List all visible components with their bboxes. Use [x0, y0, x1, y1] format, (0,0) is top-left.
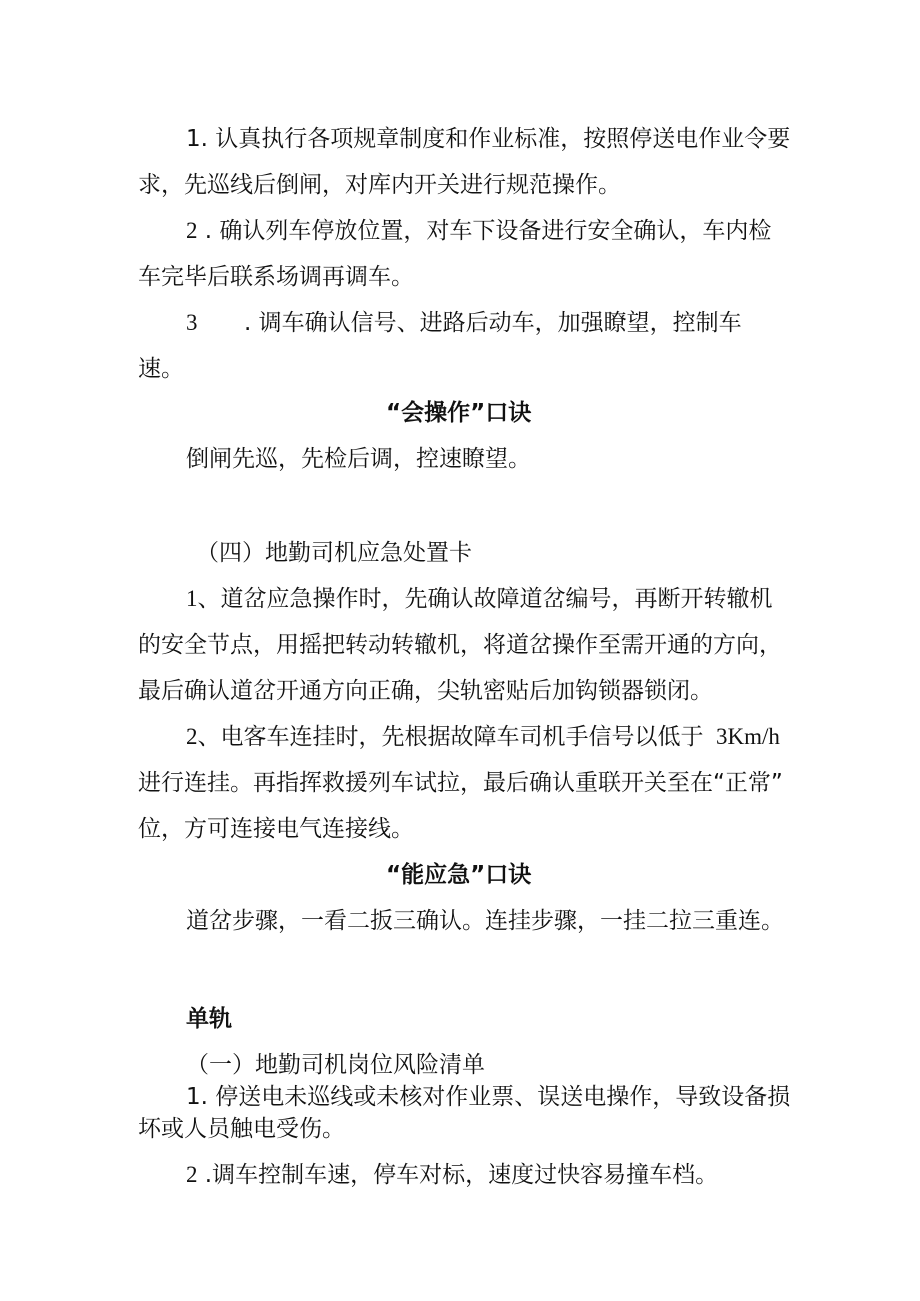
operate-item-3-line-2: 速。 — [138, 356, 184, 382]
monorail-item-1-line-2: 坏或人员触电受伤。 — [138, 1116, 345, 1142]
operate-item-2-line-2: 车完毕后联系场调再调车。 — [138, 264, 414, 290]
operate-item-1-line-2: 求，先巡线后倒闸，对库内开关进行规范操作。 — [138, 172, 621, 198]
emergency-heading: （四）地勤司机应急处置卡 — [196, 540, 472, 566]
monorail-heading: 单轨 — [186, 1006, 232, 1032]
emergency-item-1-text: 、道岔应急操作时，先确认故障道岔编号，再断开转辙机 — [197, 586, 773, 612]
emergency-item-2-text: 、电客车连挂时，先根据故障车司机手信号以低于 — [197, 724, 704, 750]
operate-item-2-line-1 — [186, 216, 771, 246]
operate-mnemonic-text: 倒闸先巡，先检后调，控速瞭望。 — [186, 446, 531, 472]
emergency-item-2-line-1 — [186, 722, 704, 752]
operate-item-3-line-1: . 调车确认信号、进路后动车，加强瞭望，控制车 — [244, 310, 742, 336]
monorail-item-2-text: .调车控制车速，停车对标，速度过快容易撞车档。 — [197, 1162, 719, 1188]
emergency-item-2-speed: 3Km/h — [716, 724, 780, 749]
emergency-mnemonic-text: 道岔步骤，一看二扳三确认。连挂步骤，一挂二拉三重连。 — [186, 908, 784, 934]
monorail-item-2-number: 2 — [186, 1162, 198, 1187]
emergency-item-2-line-3: 位，方可连接电气连接线。 — [138, 816, 414, 842]
monorail-item-1-line-1: 1. 停送电未巡线或未核对作业票、误送电操作，导致设备损 — [186, 1084, 791, 1110]
emergency-item-2-number: 2 — [186, 724, 198, 749]
emergency-item-1-line-1 — [186, 584, 773, 614]
operate-item-3-number: 3 — [186, 310, 198, 335]
operate-item-2-text: . 确认列车停放位置，对车下设备进行安全确认，车内检 — [197, 218, 772, 244]
operate-item-1-line-1: 1. 认真执行各项规章制度和作业标准，按照停送电作业令要 — [186, 126, 791, 152]
emergency-mnemonic-title: “能应急”口诀 — [386, 862, 532, 888]
emergency-item-1-line-3: 最后确认道岔开通方向正确，尖轨密贴后加钩锁器锁闭。 — [138, 678, 713, 704]
operate-mnemonic-title: “会操作”口诀 — [386, 400, 532, 426]
emergency-item-1-line-2: 的安全节点，用摇把转动转辙机，将道岔操作至需开通的方向， — [138, 632, 782, 658]
monorail-item-2-line-1 — [186, 1160, 718, 1190]
emergency-item-1-number: 1 — [186, 586, 198, 611]
operate-item-2-number: 2 — [186, 218, 198, 243]
monorail-subheading: （一）地勤司机岗位风险清单 — [186, 1052, 485, 1078]
emergency-item-2-line-2: 进行连挂。再指挥救援列车试拉，最后确认重联开关至在“正常” — [138, 770, 783, 796]
